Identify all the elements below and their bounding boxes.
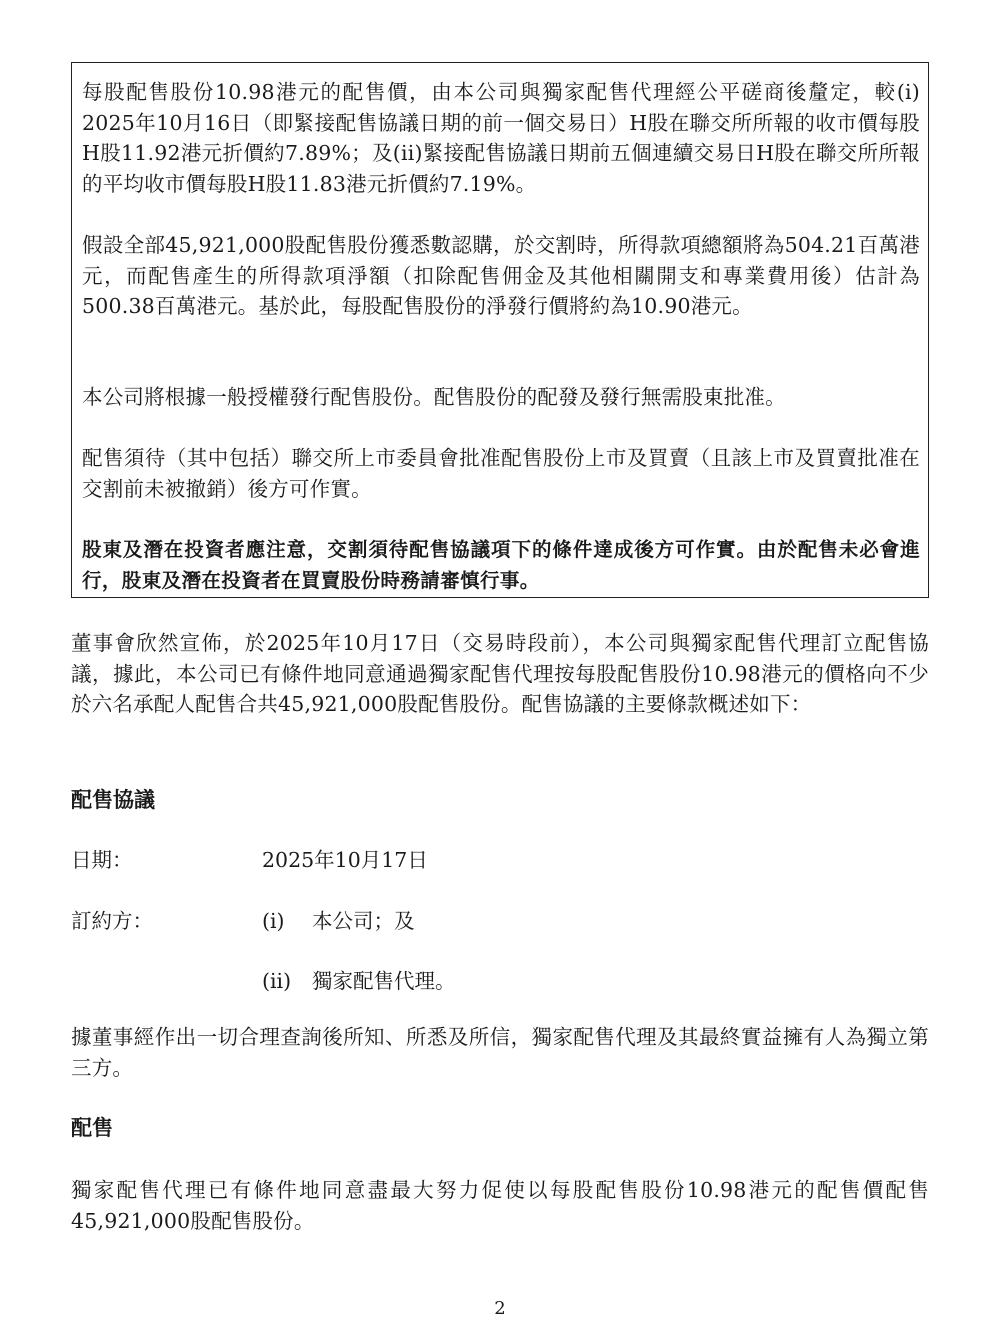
- section-heading-placing: 配售: [71, 1116, 113, 1140]
- notice-mandate-paragraph: 本公司將根據一般授權發行配售股份。配售股份的配發及發行無需股東批准。: [82, 385, 786, 409]
- date-label: 日期：: [71, 848, 133, 872]
- party-1-name: 本公司；及: [312, 909, 415, 933]
- notice-warning-paragraph: 股東及潛在投資者應注意，交割須待配售協議項下的條件達成後方可作實。由於配售未必會進行，股東及潛在投資者在買賣股份時務請審慎行事。: [82, 538, 920, 592]
- placing-paragraph: 獨家配售代理已有條件地同意盡最大努力促使以每股配售股份10.98港元的配售價配售45,921,000股配售股份。: [71, 1178, 929, 1233]
- party-1-number: (i): [262, 909, 285, 933]
- notice-price-paragraph: 每股配售股份10.98港元的配售價，由本公司與獨家配售代理經公平磋商後釐定，較(i) 2025年10月16日（即緊接配售協議日期的前一個交易日）H股在聯交所所報的收市價每股H股11.92港元折價約7.89%；及(ii)緊接配售協議日期前五個連續交易日H股在聯交所所報的平均收市價每股H股11.83港元折價約7.19%。: [82, 80, 920, 196]
- page-number: 2: [494, 1298, 506, 1319]
- notice-proceeds-paragraph: 假設全部45,921,000股配售股份獲悉數認購，於交割時，所得款項總額將為504.21百萬港元，而配售產生的所得款項淨額（扣除配售佣金及其他相關開支和專業費用後）估計為500.38百萬港元。基於此，每股配售股份的淨發行價將約為10.90港元。: [82, 233, 920, 318]
- party-2-name: 獨家配售代理。: [312, 969, 456, 993]
- notice-condition-paragraph: 配售須待（其中包括）聯交所上市委員會批准配售股份上市及買賣（且該上市及買賣批准在交割前未被撤銷）後方可作實。: [82, 446, 920, 501]
- independence-paragraph: 據董事經作出一切合理查詢後所知、所悉及所信，獨家配售代理及其最終實益擁有人為獨立第三方。: [71, 1025, 929, 1080]
- intro-paragraph: 董事會欣然宣佈，於2025年10月17日（交易時段前），本公司與獨家配售代理訂立配售協議，據此，本公司已有條件地同意通過獨家配售代理按每股配售股份10.98港元的價格向不少於六名承配人配售合共45,921,000股配售股份。配售協議的主要條款概述如下：: [71, 631, 929, 716]
- date-value: 2025年10月17日: [262, 848, 428, 872]
- party-2-number: (ii): [262, 969, 292, 993]
- section-heading-agreement: 配售協議: [71, 788, 155, 812]
- parties-label: 訂約方：: [71, 909, 153, 933]
